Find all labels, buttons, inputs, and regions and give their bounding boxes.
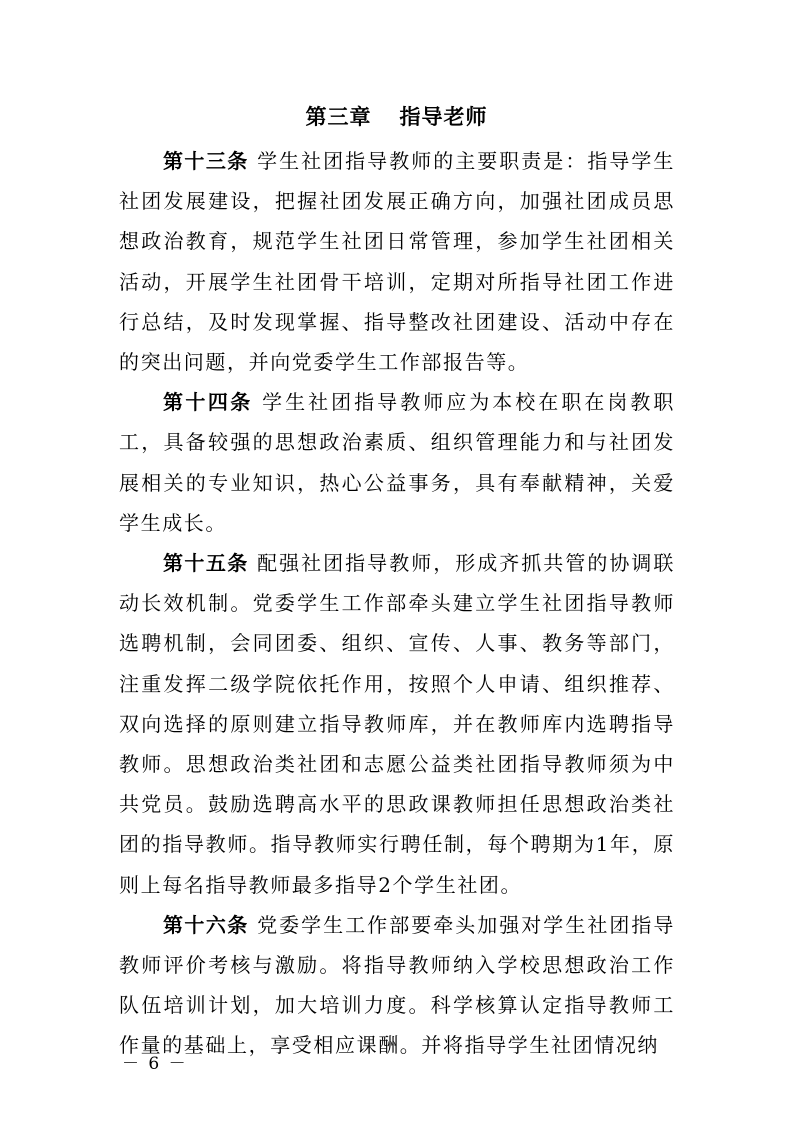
article-text: 学生社团指导教师的主要职责是：指导学生社团发展建设，把握社团发展正确方向，加强社团成员思想政治教育，规范学生社团日常管理，参加学生社团相关活动，开展学生社团骨干培训，定期对所指导社团工作进行总结，及时发现掌握、指导整改社团建设、活动中存在的突出问题，并向党委学生工作部报告等。 (119, 149, 675, 375)
article-label: 第十三条 (163, 149, 249, 173)
chapter-heading (0, 102, 793, 132)
article-text: 党委学生工作部要牵头加强对学生社团指导教师评价考核与激励。将指导教师纳入学校思想政治工作队伍培训计划，加大培训力度。科学核算认定指导教师工作量的基础上，享受相应课酬。并将指导学生社团情况纳 (119, 912, 675, 1058)
article-text: 学生社团指导教师应为本校在职在岗教职工，具备较强的思想政治素质、组织管理能力和与社团发展相关的专业知识，热心公益事务，具有奉献精神，关爱学生成长。 (119, 390, 675, 535)
page-number: － 6 － (122, 1054, 188, 1074)
article-label: 第十五条 (163, 551, 249, 576)
article-14 (119, 382, 675, 543)
article-13 (119, 141, 675, 382)
article-text: 配强社团指导教师，形成齐抓共管的协调联动长效机制。党委学生工作部牵头建立学生社团指导教师选聘机制，会同团委、组织、宣传、人事、教务等部门，注重发挥二级学院依托作用，按照个人申请、组织推荐、双向选择的原则建立指导教师库，并在教师库内选聘指导教师。思想政治类社团和志愿公益类社团指导教师须为中共党员。鼓励选聘高水平的思政课教师担任思想政治类社团的指导教师。指导教师实行聘任制，每个聘期为1年，原则上每名指导教师最多指导2个学生社团。 (119, 551, 675, 897)
chapter-number: 第三章 (305, 105, 372, 129)
document-body (119, 141, 675, 1066)
article-label: 第十六条 (163, 912, 249, 937)
chapter-title: 指导老师 (399, 105, 488, 129)
article-16 (119, 905, 675, 1066)
article-label: 第十四条 (163, 390, 253, 415)
article-15 (119, 543, 675, 905)
